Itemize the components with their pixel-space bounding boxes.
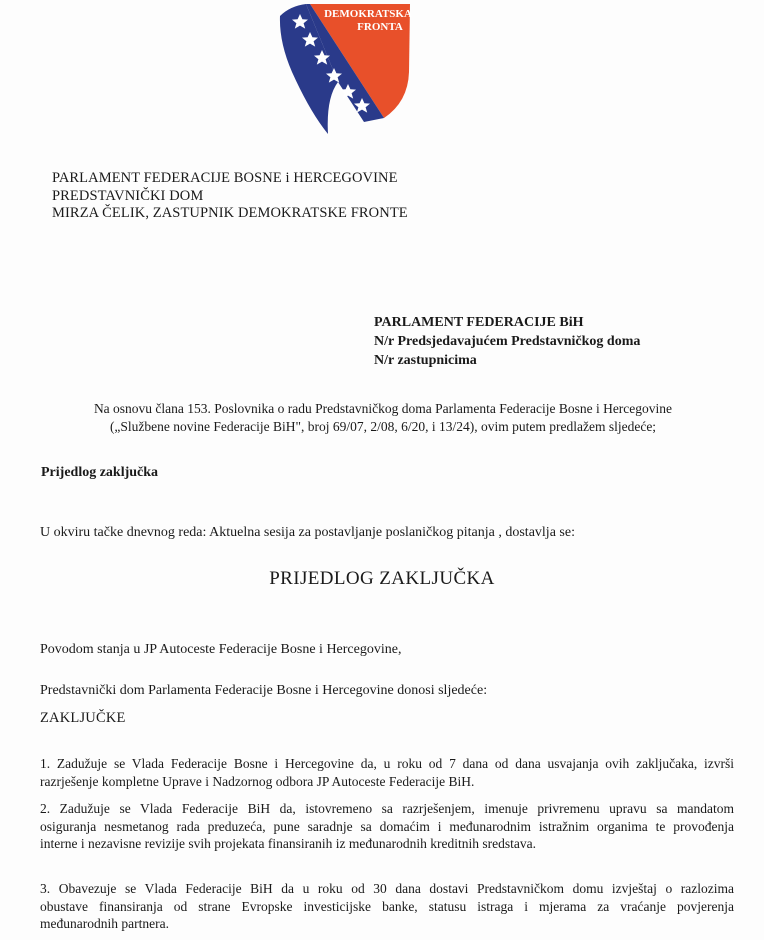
conclusion-line: razrješenje kompletne Uprave i Nadzornog odbora JP Autoceste Federacije BiH. (40, 773, 475, 789)
party-logo (276, 2, 414, 136)
document-title: PRIJEDLOG ZAKLJUČKA (269, 568, 495, 589)
intro-line: Na osnovu člana 153. Poslovnika o radu Predstavničkog doma Parlamenta Federacije Bosne i Hercegovine (93, 401, 673, 416)
conclusion-item-2 (40, 800, 734, 853)
recipient-line: PARLAMENT FEDERACIJE BiH (374, 315, 584, 330)
adoption-line: Predstavnički dom Parlamenta Federacije Bosne i Hercegovine donosi sljedeće: (40, 683, 488, 698)
logo-text-line1: DEMOKRATSKA (324, 8, 412, 20)
conclusion-line: 1. Zadužuje se Vlada Federacije Bosne i Hercegovine da, u roku od 7 dana od dana usvajanja ovih zaključaka, izvrši (40, 756, 734, 771)
conclusion-line: osiguranja nesmetanog rada preduzeća, pune saradnje sa domaćim i međunarodnim istražnim organima te provođenja (40, 818, 734, 834)
conclusion-line: interne i nezavisne revizije svih projekata finansiranih iz međunarodnih kreditnih sredstava. (40, 836, 536, 851)
conclusion-line: obustave finansiranja od strane Evropske investicijske banke, statusu istraga i mjerama za vraćanje povjerenja (40, 898, 734, 914)
intro-line: („Službene novine Federacije BiH", broj 69/07, 2/08, 6/20, i 13/24), ovim putem predlažem sljedeće; (109, 419, 657, 434)
recipient-line: N/r zastupnicima (374, 353, 477, 368)
conclusion-line: 2. Zadužuje se Vlada Federacije BiH da, istovremeno sa razrješenjem, imenuje privremenu upravu sa mandatom (40, 801, 734, 816)
conclusions-heading: ZAKLJUČKE (40, 710, 126, 726)
conclusion-item-1 (40, 755, 734, 790)
conclusion-line: 3. Obavezuje se Vlada Federacije BiH da u roku od 30 dana dostavi Predstavničkom domu izvještaj o razlozima (40, 881, 734, 896)
conclusion-item-3 (40, 880, 734, 933)
proposal-subheading: Prijedlog zaključka (41, 465, 159, 480)
occasion-line: Povodom stanja u JP Autoceste Federacije Bosne i Hercegovine, (40, 642, 402, 657)
recipient-block (374, 313, 640, 370)
sender-line: PARLAMENT FEDERACIJE BOSNE i HERCEGOVINE (52, 170, 398, 186)
conclusion-line: međunarodnih partnera. (40, 916, 169, 931)
party-logo-graphic (276, 2, 414, 136)
recipient-line: N/r Predsjedavajućem Predstavničkog doma (374, 334, 641, 349)
sender-line: PREDSTAVNIČKI DOM (52, 187, 204, 204)
logo-text-line2: FRONTA (357, 21, 403, 33)
sender-line: MIRZA ČELIK, ZASTUPNIK DEMOKRATSKE FRONTE (52, 205, 408, 221)
sender-block (52, 170, 408, 223)
intro-paragraph (40, 400, 726, 436)
agenda-line: U okviru tačke dnevnog reda: Aktuelna sesija za postavljanje poslaničkog pitanja , dostavlja se: (40, 525, 575, 540)
